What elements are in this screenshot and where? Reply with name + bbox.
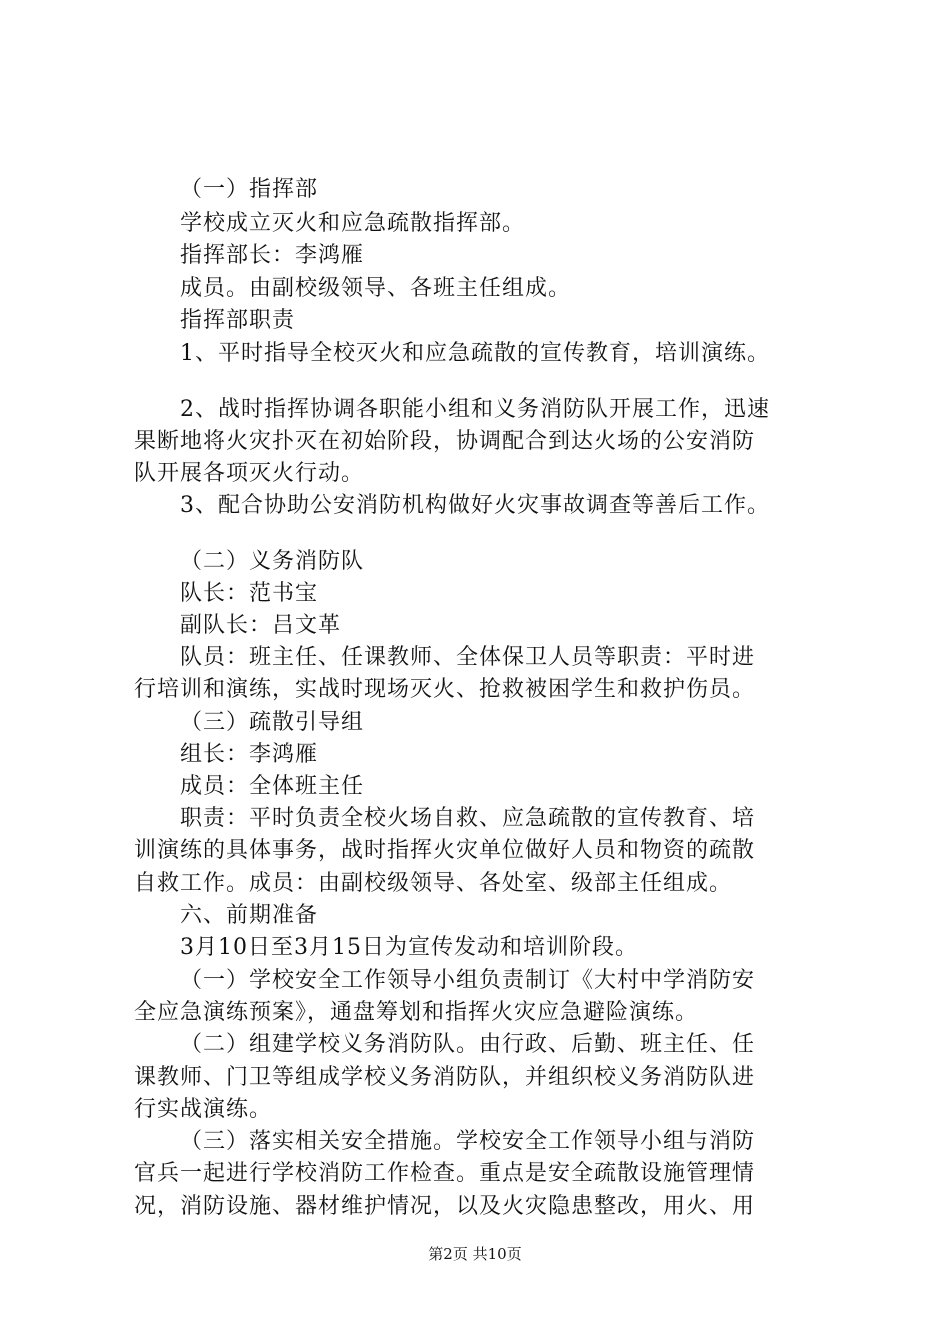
text-line: 行实战演练。 <box>134 1097 273 1122</box>
text-line: 职责：平时负责全校火场自救、应急疏散的宣传教育、培 <box>180 806 756 831</box>
page-number-footer: 第2页 共10页 <box>428 1245 522 1263</box>
text-line: 指挥部职责 <box>180 308 296 333</box>
text-line: （二）组建学校义务消防队。由行政、后勤、班主任、任 <box>180 1032 756 1057</box>
text-line: 组长：李鸿雁 <box>180 742 319 767</box>
text-line: （三）落实相关安全措施。学校安全工作领导小组与消防 <box>180 1129 756 1154</box>
text-line: 况，消防设施、器材维护情况，以及火灾隐患整改，用火、用 <box>134 1194 756 1219</box>
text-line: 果断地将火灾扑灭在初始阶段，协调配合到达火场的公安消防 <box>134 429 756 454</box>
heading-evacuation-group: （三）疏散引导组 <box>180 710 365 735</box>
text-line: 成员。由副校级领导、各班主任组成。 <box>180 276 572 301</box>
text-line: 队员：班主任、任课教师、全体保卫人员等职责：平时进 <box>180 645 756 670</box>
text-line: 官兵一起进行学校消防工作检查。重点是安全疏散设施管理情 <box>134 1161 756 1186</box>
text-line: 队长：范书宝 <box>180 581 319 606</box>
text-line: 指挥部长：李鸿雁 <box>180 243 365 268</box>
text-line: 1、平时指导全校灭火和应急疏散的宣传教育，培训演练。 <box>180 341 770 366</box>
text-line: 课教师、门卫等组成学校义务消防队，并组织校义务消防队进 <box>134 1065 756 1090</box>
text-line: 学校成立灭火和应急疏散指挥部。 <box>180 211 526 236</box>
text-line: 3月10日至3月15日为宣传发动和培训阶段。 <box>180 935 638 960</box>
text-line: 副队长：吕文革 <box>180 613 342 638</box>
text-line: 成员：全体班主任 <box>180 774 365 799</box>
text-line: 训演练的具体事务，战时指挥火灾单位做好人员和物资的疏散 <box>134 838 756 863</box>
heading-command-center: （一）指挥部 <box>180 177 319 202</box>
text-line: 全应急演练预案》，通盘筹划和指挥火灾应急避险演练。 <box>134 1000 699 1025</box>
text-line: 自救工作。成员：由副校级领导、各处室、级部主任组成。 <box>134 871 733 896</box>
heading-preparation: 六、前期准备 <box>180 903 319 928</box>
heading-volunteer-fire-team: （二）义务消防队 <box>180 549 365 574</box>
text-line: 队开展各项灭火行动。 <box>134 461 365 486</box>
text-line: （一）学校安全工作领导小组负责制订《大村中学消防安 <box>180 968 756 993</box>
text-line: 2、战时指挥协调各职能小组和义务消防队开展工作，迅速 <box>180 397 770 422</box>
text-line: 3、配合协助公安消防机构做好火灾事故调查等善后工作。 <box>180 493 770 518</box>
text-line: 行培训和演练，实战时现场灭火、抢救被困学生和救护伤员。 <box>134 677 756 702</box>
